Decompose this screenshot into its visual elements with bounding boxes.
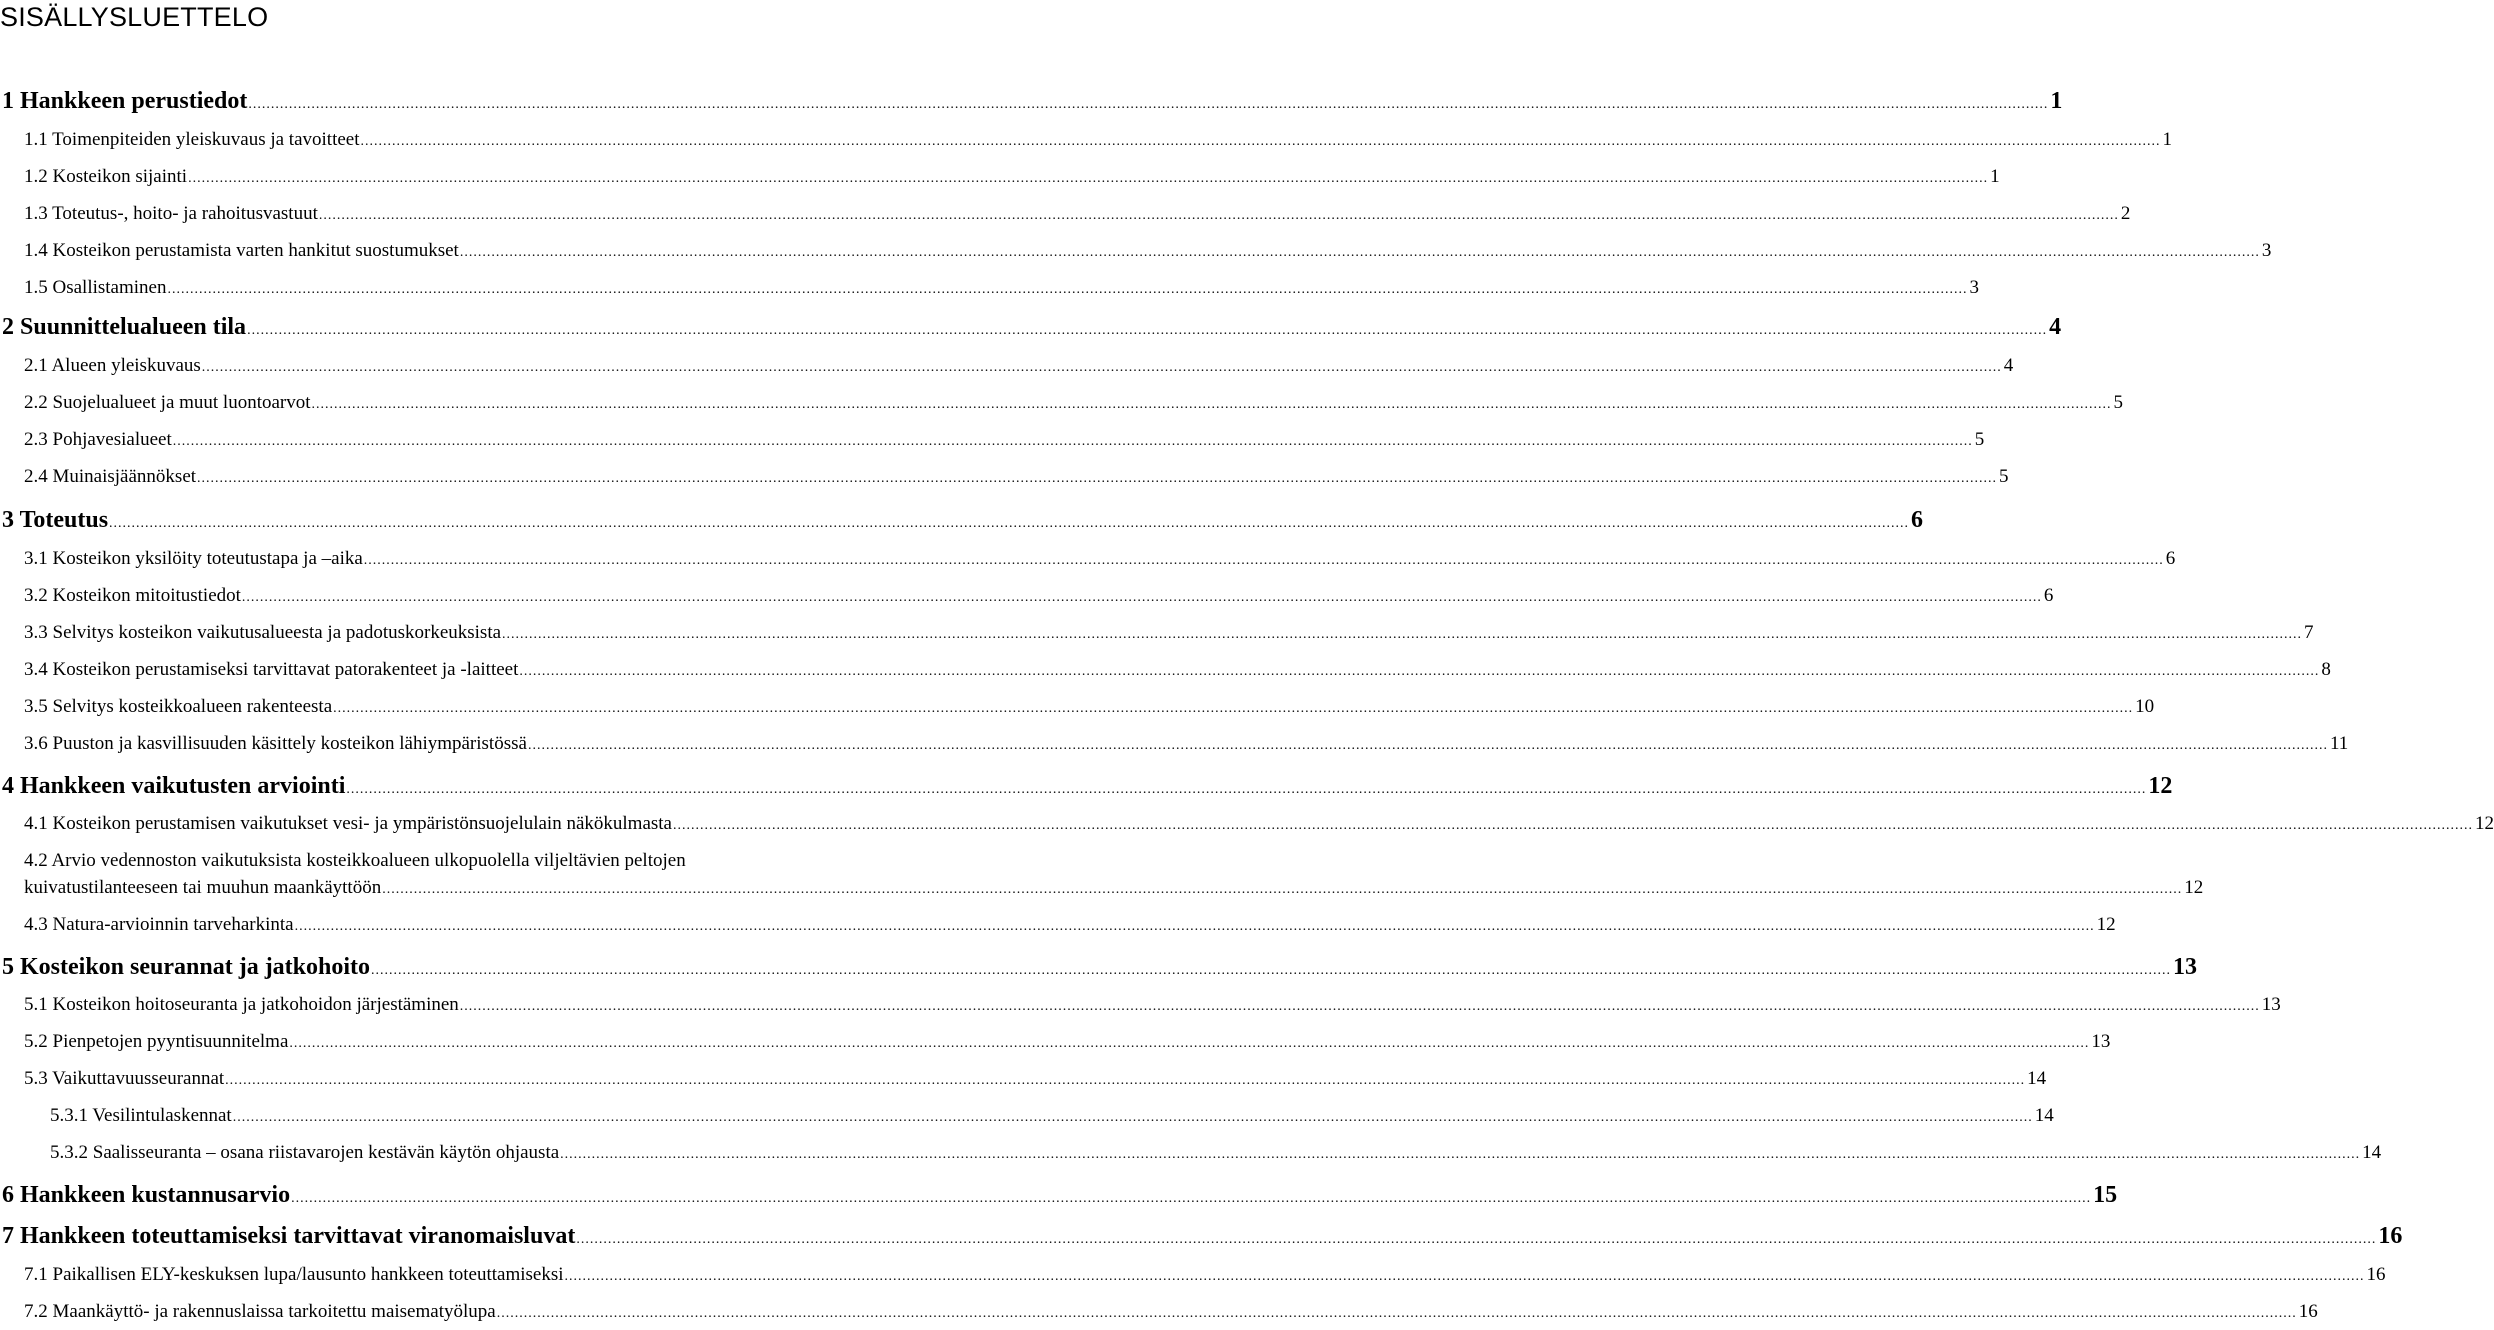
toc-entry-title: 3 Toteutus — [2, 507, 109, 533]
dot-leader: ................................................................................................................................................................................................................................................................................................................................................................................................................ — [201, 360, 2002, 375]
toc-entry-title: 4.3 Natura-arvioinnin tarveharkinta — [24, 914, 294, 935]
dot-leader: ................................................................................................................................................................................................................................................................................................................................................................................................................ — [459, 999, 2260, 1014]
toc-page-number: 8 — [2321, 659, 2331, 680]
dot-leader: ................................................................................................................................................................................................................................................................................................................................................................................................................ — [109, 516, 1910, 531]
toc-entry-title: 2.2 Suojelualueet ja muut luontoarvot — [24, 392, 311, 413]
toc-entry-title: 3.1 Kosteikon yksilöity toteutustapa ja –aika — [24, 548, 363, 569]
dot-leader: ................................................................................................................................................................................................................................................................................................................................................................................................................ — [564, 1269, 2365, 1284]
dot-leader: ................................................................................................................................................................................................................................................................................................................................................................................................................ — [496, 1306, 2297, 1321]
toc-page-number: 11 — [2329, 733, 2349, 754]
dot-leader: ................................................................................................................................................................................................................................................................................................................................................................................................................ — [673, 818, 2473, 833]
toc-page-number: 3 — [1969, 277, 1979, 298]
toc-page-number: 14 — [2362, 1142, 2382, 1163]
toc-page-number: 4 — [2049, 314, 2062, 340]
toc-page-number: 4 — [2003, 355, 2014, 376]
toc-entry-title: 2 Suunnittelualueen tila — [2, 314, 247, 340]
dot-leader: ................................................................................................................................................................................................................................................................................................................................................................................................................ — [247, 323, 2048, 338]
dot-leader: ................................................................................................................................................................................................................................................................................................................................................................................................................ — [289, 1036, 2090, 1051]
toc-page-number: 12 — [2096, 914, 2116, 935]
toc-page-number: 12 — [2475, 813, 2494, 834]
toc-page-number: 2 — [2120, 203, 2131, 224]
toc-page-number: 16 — [2298, 1301, 2318, 1322]
toc-page-number: 14 — [2034, 1105, 2054, 1126]
toc-entry-title: 5.3 Vaikuttavuusseurannat — [24, 1068, 225, 1089]
toc-page-number: 13 — [2173, 954, 2198, 980]
dot-leader: ................................................................................................................................................................................................................................................................................................................................................................................................................ — [502, 627, 2303, 642]
toc-entry-title: 6 Hankkeen kustannusarvio — [2, 1182, 291, 1208]
dot-leader: ................................................................................................................................................................................................................................................................................................................................................................................................................ — [188, 171, 1989, 186]
toc-entry-title: 1 Hankkeen perustiedot — [2, 88, 248, 114]
toc-entry-title: 5.2 Pienpetojen pyyntisuunnitelma — [24, 1031, 289, 1052]
dot-leader: ................................................................................................................................................................................................................................................................................................................................................................................................................ — [527, 738, 2328, 753]
toc-entry-title: 7.1 Paikallisen ELY-keskuksen lupa/lausunto hankkeen toteuttamiseksi — [24, 1264, 564, 1285]
dot-leader: ................................................................................................................................................................................................................................................................................................................................................................................................................ — [360, 134, 2161, 149]
toc-page-number: 15 — [2093, 1182, 2118, 1208]
toc-entry-title: 2.1 Alueen yleiskuvaus — [24, 355, 201, 376]
dot-leader: ................................................................................................................................................................................................................................................................................................................................................................................................................ — [519, 664, 2320, 679]
dot-leader: ................................................................................................................................................................................................................................................................................................................................................................................................................ — [560, 1147, 2361, 1162]
toc-page-number: 6 — [1911, 507, 1924, 533]
toc-entry-title: 1.1 Toimenpiteiden yleiskuvaus ja tavoitteet — [24, 129, 360, 150]
toc-page-number: 14 — [2027, 1068, 2047, 1089]
toc-entry-title: 5.3.1 Vesilintulaskennat — [50, 1105, 232, 1126]
toc-page-number: 6 — [2165, 548, 2176, 569]
toc-page-number: 16 — [2366, 1264, 2386, 1285]
dot-leader: ................................................................................................................................................................................................................................................................................................................................................................................................................ — [294, 919, 2095, 934]
toc-entry-title: 4 Hankkeen vaikutusten arviointi — [2, 773, 346, 799]
toc-page-number: 5 — [1974, 429, 1985, 450]
toc-entry-title: 1.2 Kosteikon sijainti — [24, 166, 188, 187]
toc-entry-title: 3.4 Kosteikon perustamiseksi tarvittavat patorakenteet ja -laitteet — [24, 659, 519, 680]
toc-page-number: 7 — [2304, 622, 2314, 643]
toc-entry-title: 2.3 Pohjavesialueet — [24, 429, 172, 450]
dot-leader: ................................................................................................................................................................................................................................................................................................................................................................................................................ — [363, 553, 2164, 568]
toc-page-number: 1 — [1990, 166, 2000, 187]
page-title: SISÄLLYSLUETTELO — [0, 2, 269, 32]
toc-page-number: 13 — [2261, 994, 2281, 1015]
dot-leader: ................................................................................................................................................................................................................................................................................................................................................................................................................ — [318, 208, 2119, 223]
dot-leader: ................................................................................................................................................................................................................................................................................................................................................................................................................ — [382, 882, 2183, 897]
toc-page-number: 5 — [2113, 392, 2124, 413]
toc-page-number: 3 — [2261, 240, 2272, 261]
toc-page-number: 1 — [2162, 129, 2172, 150]
dot-leader: ................................................................................................................................................................................................................................................................................................................................................................................................................ — [172, 434, 1973, 449]
toc-page-number: 6 — [2043, 585, 2054, 606]
toc-entry-title: 3.5 Selvitys kosteikkoalueen rakenteesta — [24, 696, 333, 717]
dot-leader: ................................................................................................................................................................................................................................................................................................................................................................................................................ — [459, 245, 2260, 260]
dot-leader: ................................................................................................................................................................................................................................................................................................................................................................................................................ — [371, 963, 2172, 978]
toc-entry-title: 7 Hankkeen toteuttamiseksi tarvittavat viranomaisluvat — [2, 1223, 576, 1249]
dot-leader: ................................................................................................................................................................................................................................................................................................................................................................................................................ — [291, 1191, 2092, 1206]
dot-leader: ................................................................................................................................................................................................................................................................................................................................................................................................................ — [241, 590, 2042, 605]
toc-entry-title: 3.2 Kosteikon mitoitustiedot — [24, 585, 241, 606]
toc-entry-title: 4.2 Arvio vedennoston vaikutuksista kosteikkoalueen ulkopuolella viljeltävien peltojen — [24, 850, 686, 871]
toc-entry-title: 1.3 Toteutus-, hoito- ja rahoitusvastuut — [24, 203, 318, 224]
toc-entry-title: 7.2 Maankäyttö- ja rakennuslaissa tarkoitettu maisematyölupa — [24, 1301, 496, 1322]
toc-entry-title: 1.4 Kosteikon perustamista varten hankitut suostumukset — [24, 240, 459, 261]
dot-leader: ................................................................................................................................................................................................................................................................................................................................................................................................................ — [576, 1232, 2377, 1247]
dot-leader: ................................................................................................................................................................................................................................................................................................................................................................................................................ — [333, 701, 2134, 716]
toc-entry-title-continued: kuivatustilanteeseen tai muuhun maankäyttöön — [24, 877, 382, 898]
dot-leader: ................................................................................................................................................................................................................................................................................................................................................................................................................ — [346, 782, 2147, 797]
toc-entry-title: 5.1 Kosteikon hoitoseuranta ja jatkohoidon järjestäminen — [24, 994, 459, 1015]
dot-leader: ................................................................................................................................................................................................................................................................................................................................................................................................................ — [311, 397, 2112, 412]
toc-entry-title: 5.3.2 Saalisseuranta – osana riistavarojen kestävän käytön ohjausta — [50, 1142, 560, 1163]
toc-entry-title: 3.6 Puuston ja kasvillisuuden käsittely kosteikon lähiympäristössä — [24, 733, 527, 754]
dot-leader: ................................................................................................................................................................................................................................................................................................................................................................................................................ — [248, 97, 2049, 112]
toc-page-number: 13 — [2091, 1031, 2111, 1052]
toc-entry-title: 4.1 Kosteikon perustamisen vaikutukset vesi- ja ympäristönsuojelulain näkökulmasta — [24, 813, 672, 834]
toc-page-number: 10 — [2135, 696, 2155, 717]
toc-page-number: 16 — [2378, 1223, 2403, 1249]
toc-entry-title: 1.5 Osallistaminen — [24, 277, 167, 298]
dot-leader: ................................................................................................................................................................................................................................................................................................................................................................................................................ — [232, 1110, 2033, 1125]
toc-page-number: 12 — [2184, 877, 2204, 898]
dot-leader: ................................................................................................................................................................................................................................................................................................................................................................................................................ — [167, 282, 1968, 297]
toc-entry-title: 5 Kosteikon seurannat ja jatkohoito — [2, 954, 371, 980]
toc-entry-title: 2.4 Muinaisjäännökset — [24, 466, 197, 487]
toc-page-number: 12 — [2148, 773, 2173, 799]
toc-page-number: 1 — [2050, 88, 2063, 114]
toc-entry-title: 3.3 Selvitys kosteikon vaikutusalueesta ja padotuskorkeuksista — [24, 622, 502, 643]
toc-page-number: 5 — [1999, 466, 2009, 487]
dot-leader: ................................................................................................................................................................................................................................................................................................................................................................................................................ — [225, 1073, 2026, 1088]
dot-leader: ................................................................................................................................................................................................................................................................................................................................................................................................................ — [197, 471, 1998, 486]
